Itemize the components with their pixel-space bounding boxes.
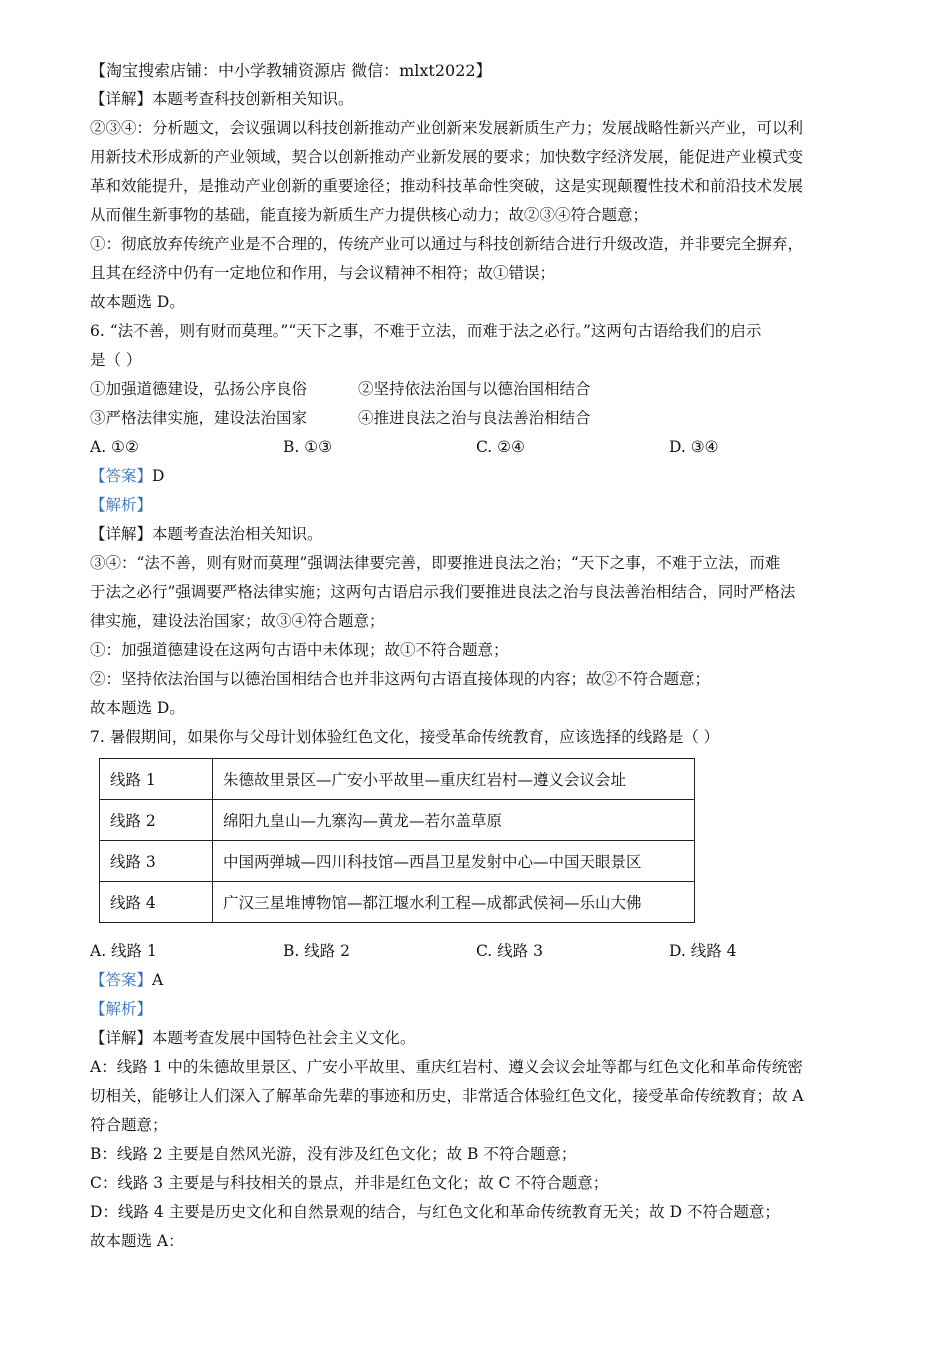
q5-detail: 【详解】本题考查科技创新相关知识。: [90, 90, 354, 108]
q6-items-row: [90, 375, 862, 404]
shop-header: 【淘宝搜索店铺：中小学教辅资源店 微信：mlxt2022】: [90, 61, 492, 80]
text-line: 用新技术形成新的产业领域，契合以创新推动产业新发展的要求；加快数字经济发展，能促进产业模式变: [90, 148, 804, 166]
text-line: A：线路 1 中的朱德故里景区、广安小平故里、重庆红岩村、遵义会议会址等都与红色文化和革命传统密: [90, 1058, 803, 1076]
q7-detail: 【详解】本题考查发展中国特色社会主义文化。: [90, 1029, 416, 1047]
q7-options: [90, 937, 862, 966]
q7-option-b: B. 线路 2: [283, 942, 351, 960]
text-line: 革和效能提升，是推动产业创新的重要途径；推动科技革命性突破，这是实现颠覆性技术和前沿技术发展: [90, 177, 804, 195]
text-line: C：线路 3 主要是与科技相关的景点，并非是红色文化；故 C 不符合题意；: [90, 1174, 609, 1192]
q5-conclusion: 故本题选 D。: [90, 293, 185, 311]
routes-table: [99, 758, 695, 923]
answer-value: D: [152, 467, 165, 485]
q6-detail: 【详解】本题考查法治相关知识。: [90, 525, 323, 543]
text-line: D：线路 4 主要是历史文化和自然景观的结合，与红色文化和革命传统教育无关；故 D 不符合题意；: [90, 1203, 780, 1221]
text-line: 切相关，能够让人们深入了解革命先辈的事迹和历史，非常适合体验红色文化，接受革命传统教育；故 A: [90, 1087, 804, 1105]
q6-option-b: B. ①③: [283, 438, 333, 456]
table-row: [100, 759, 695, 800]
document-page: [90, 56, 862, 1256]
table-row: [100, 841, 695, 882]
q6-options: [90, 433, 862, 462]
text-line: 律实施，建设法治国家；故③④符合题意；: [90, 612, 385, 630]
q6-analysis-label: 【解析】: [90, 496, 153, 514]
route-name: 线路 2: [100, 800, 213, 841]
q7-analysis-label: 【解析】: [90, 1000, 153, 1018]
q7-conclusion: 故本题选 A：: [90, 1232, 184, 1250]
text-line: ②：坚持依法治国与以德治国相结合也并非这两句古语直接体现的内容；故②不符合题意；: [90, 670, 711, 688]
q6-item-4: ④推进良法之治与良法善治相结合: [358, 409, 591, 427]
q6-item-1: ①加强道德建设，弘扬公序良俗: [90, 380, 308, 398]
q6-option-c: C. ②④: [476, 438, 525, 456]
route-stops: 朱德故里景区—广安小平故里—重庆红岩村—遵义会议会址: [213, 759, 695, 800]
q6-option-d: D. ③④: [669, 438, 719, 456]
q7-stem: 7. 暑假期间，如果你与父母计划体验红色文化，接受革命传统教育，应该选择的线路是（ ）: [90, 728, 720, 746]
route-stops: 广汉三星堆博物馆—都江堰水利工程—成都武侯祠—乐山大佛: [213, 882, 695, 923]
text-line: 符合题意；: [90, 1116, 168, 1134]
q6-conclusion: 故本题选 D。: [90, 699, 185, 717]
route-stops: 中国两弹城—四川科技馆—西昌卫星发射中心—中国天眼景区: [213, 841, 695, 882]
q5-paragraph-1: [90, 114, 862, 230]
q6-option-a: A. ①②: [90, 438, 139, 456]
q7-option-c: C. 线路 3: [476, 942, 543, 960]
text-line: ③④：“法不善，则有财而莫理”强调法律要完善，即要推进良法之治；“天下之事，不难于立法，而难: [90, 554, 781, 572]
answer-label: 【答案】: [90, 971, 153, 989]
route-stops: 绵阳九皇山—九寨沟—黄龙—若尔盖草原: [213, 800, 695, 841]
route-name: 线路 3: [100, 841, 213, 882]
q6-stem-line: 是（ ）: [90, 351, 142, 369]
q6-item-2: ②坚持依法治国与以德治国相结合: [358, 380, 591, 398]
q6-stem-line: 6. “法不善，则有财而莫理。”“天下之事，不难于立法，而难于法之必行。”这两句古语给我们的启示: [90, 322, 762, 340]
text-line: B：线路 2 主要是自然风光游，没有涉及红色文化；故 B 不符合题意；: [90, 1145, 577, 1163]
text-line: 于法之必行”强调要严格法律实施；这两句古语启示我们要推进良法之治与良法善治相结合，同时严格法: [90, 583, 796, 601]
table-row: [100, 800, 695, 841]
q7-option-a: A. 线路 1: [90, 942, 157, 960]
text-line: ①：彻底放弃传统产业是不合理的，传统产业可以通过与科技创新结合进行升级改造，并非要完全摒弃，: [90, 235, 804, 253]
q5-paragraph-2: [90, 230, 862, 288]
q7-answer: [90, 966, 862, 995]
text-line: ②③④：分析题文，会议强调以科技创新推动产业创新来发展新质生产力；发展战略性新兴产业，可以利: [90, 119, 804, 137]
answer-value: A: [152, 971, 164, 989]
q6-answer: [90, 462, 862, 491]
table-row: [100, 882, 695, 923]
text-line: 且其在经济中仍有一定地位和作用，与会议精神不相符；故①错误；: [90, 264, 556, 282]
q7-option-d: D. 线路 4: [669, 942, 737, 960]
text-line: 从而催生新事物的基础，能直接为新质生产力提供核心动力；故②③④符合题意；: [90, 206, 649, 224]
route-name: 线路 1: [100, 759, 213, 800]
route-name: 线路 4: [100, 882, 213, 923]
answer-label: 【答案】: [90, 467, 153, 485]
q6-item-3: ③严格法律实施，建设法治国家: [90, 409, 308, 427]
q6-items-row: [90, 404, 862, 433]
text-line: ①：加强道德建设在这两句古语中未体现；故①不符合题意；: [90, 641, 509, 659]
